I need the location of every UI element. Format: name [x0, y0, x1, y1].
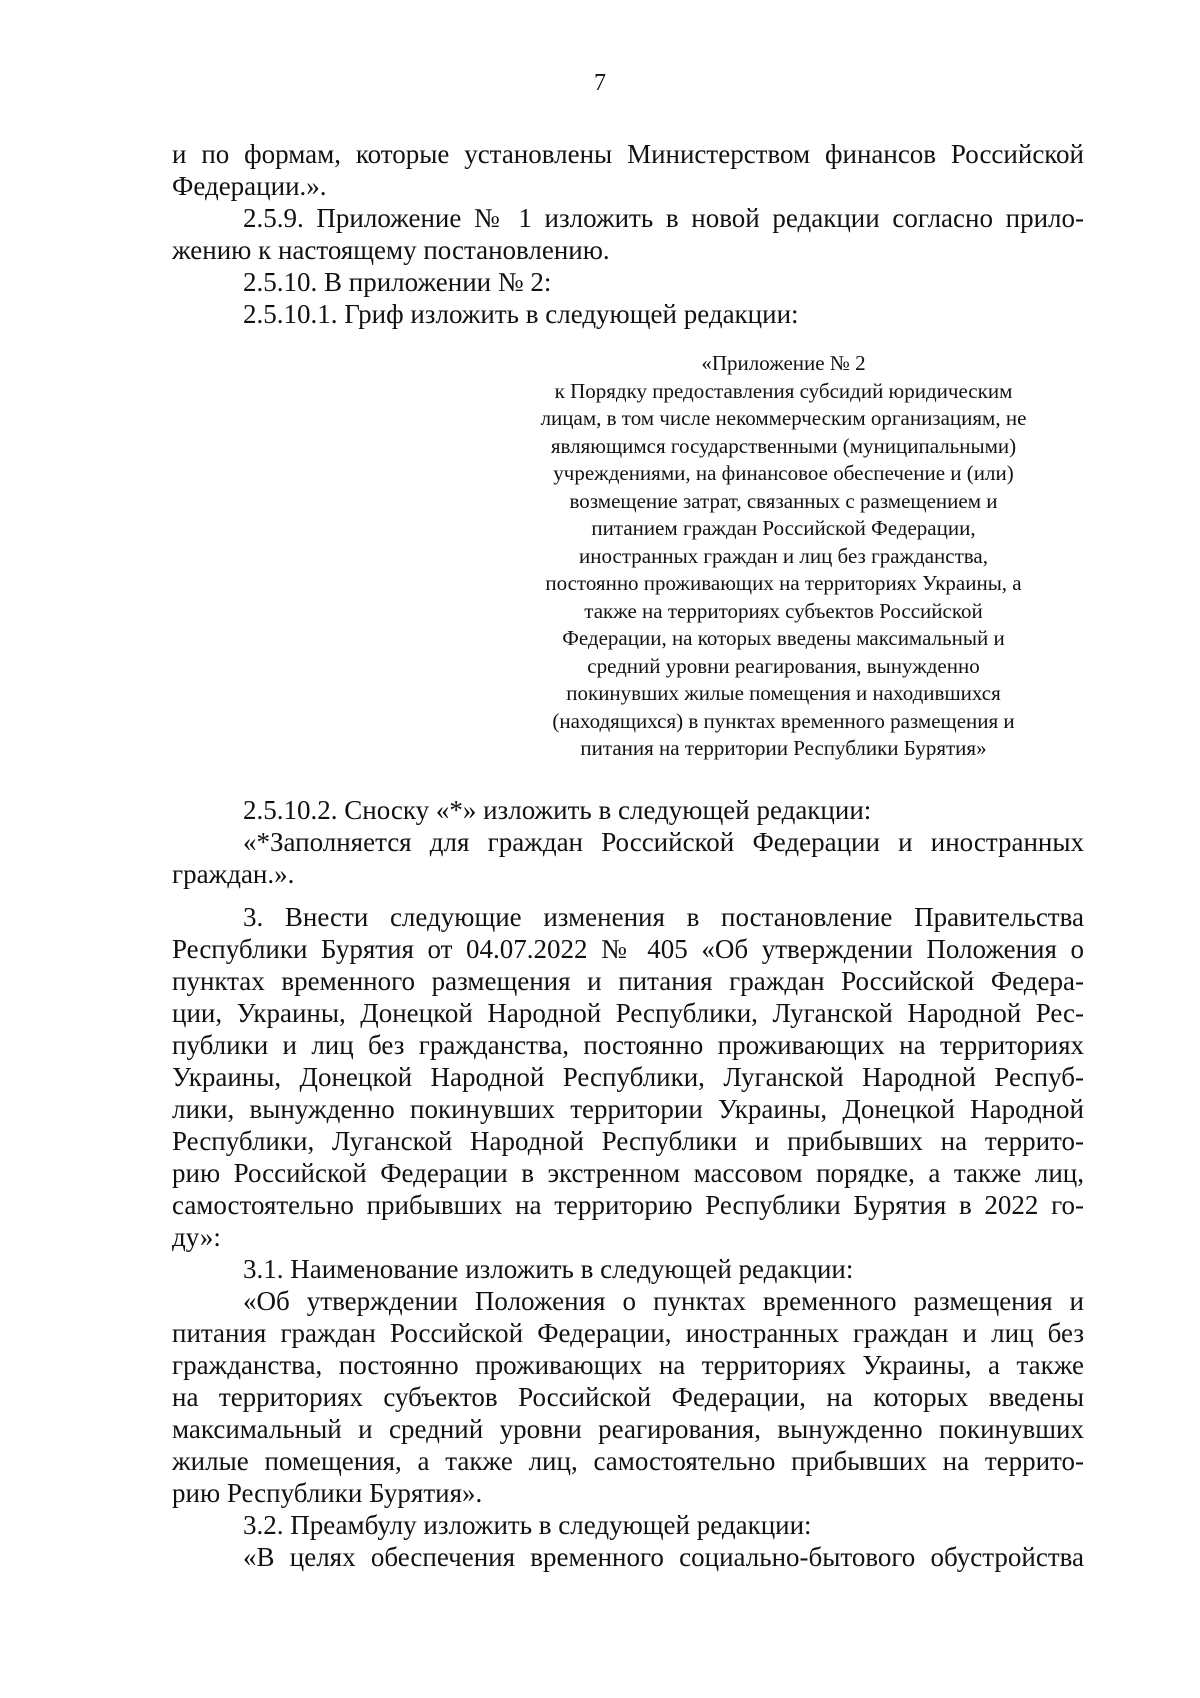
grif-line: к Порядку предоставления субсидий юридическим [554, 378, 1013, 403]
text-line: Республики Бурятия от 04.07.2022 № 405 «Об утверждении Положения о [172, 934, 1084, 964]
grif-line: (находящихся) в пунктах временного размещения и [552, 708, 1015, 733]
grif-line: Федерации, на которых введены максимальный и [562, 626, 1005, 650]
text-line: «*Заполняется для граждан Российской Федерации и иностранных [243, 827, 1084, 857]
text-line: «В целях обеспечения временного социально-бытового обустройства [243, 1542, 1084, 1572]
text-line: и по формам, которые установлены Министерством финансов Российской [172, 139, 1084, 169]
grif-line: «Приложение № 2 [701, 351, 866, 375]
text-line: 2.5.10. В приложении № 2: [243, 267, 552, 297]
grif-line: лицам, в том числе некоммерческим организациям, не [540, 406, 1027, 430]
text-line: пунктах временного размещения и питания граждан Российской Федера- [172, 966, 1084, 996]
text-line: 2.5.10.2. Сноску «*» изложить в следующей редакции: [243, 795, 872, 825]
text-line: самостоятельно прибывших на территорию Республики Бурятия в 2022 го- [172, 1190, 1084, 1220]
text-line: жилые помещения, а также лиц, самостоятельно прибывших на террито- [172, 1446, 1084, 1476]
text-line: Республики, Луганской Народной Республики и прибывших на террито- [172, 1126, 1084, 1156]
grif-line: иностранных граждан и лиц без гражданства, [579, 543, 988, 568]
grif-line: питанием граждан Российской Федерации, [591, 516, 976, 540]
text-line: граждан.». [172, 859, 295, 889]
grif-line: являющимся государственными (муниципальными) [550, 433, 1017, 458]
text-line: рию Российской Федерации в экстренном массовом порядке, а также лиц, [172, 1158, 1084, 1188]
text-line: лики, вынужденно покинувших территории Украины, Донецкой Народной [172, 1094, 1084, 1124]
text-line: максимальный и средний уровни реагирования, вынужденно покинувших [172, 1414, 1084, 1444]
grif-line: средний уровни реагирования, вынужденно [587, 653, 980, 678]
text-line: 2.5.10.1. Гриф изложить в следующей редакции: [243, 299, 799, 329]
page-number: 7 [594, 70, 606, 96]
grif-line: также на территориях субъектов Российской [584, 598, 983, 623]
grif-line: возмещение затрат, связанных с размещением и [569, 488, 998, 513]
text-line: питания граждан Российской Федерации, иностранных граждан и лиц без [172, 1318, 1084, 1348]
text-line: 2.5.9. Приложение № 1 изложить в новой редакции согласно прило- [243, 203, 1084, 233]
text-line: жению к настоящему постановлению. [172, 235, 610, 265]
text-line: 3.1. Наименование изложить в следующей редакции: [243, 1254, 854, 1284]
grif-line: покинувших жилые помещения и находившихся [566, 681, 1001, 705]
text-line: «Об утверждении Положения о пунктах временного размещения и [243, 1286, 1084, 1316]
text-line: ции, Украины, Донецкой Народной Республики, Луганской Народной Рес- [172, 998, 1084, 1028]
text-line: ду»: [172, 1222, 221, 1252]
grif-line: постоянно проживающих на территориях Украины, а [545, 571, 1022, 595]
text-line: 3.2. Преамбулу изложить в следующей редакции: [243, 1510, 812, 1540]
text-line: Федерации.». [172, 171, 327, 201]
text-line: рию Республики Бурятия». [172, 1478, 483, 1508]
text-line: 3. Внести следующие изменения в постановление Правительства [243, 902, 1084, 932]
text-line: гражданства, постоянно проживающих на территориях Украины, а также [172, 1350, 1084, 1380]
grif-line: питания на территории Республики Бурятия» [580, 736, 987, 760]
text-line: Украины, Донецкой Народной Республики, Луганской Народной Респуб- [172, 1062, 1084, 1092]
text-line: на территориях субъектов Российской Федерации, на которых введены [172, 1382, 1084, 1412]
text-line: публики и лиц без гражданства, постоянно проживающих на территориях [172, 1030, 1084, 1060]
grif-line: учреждениями, на финансовое обеспечение и (или) [553, 461, 1014, 485]
appendix-grif [487, 350, 1080, 763]
